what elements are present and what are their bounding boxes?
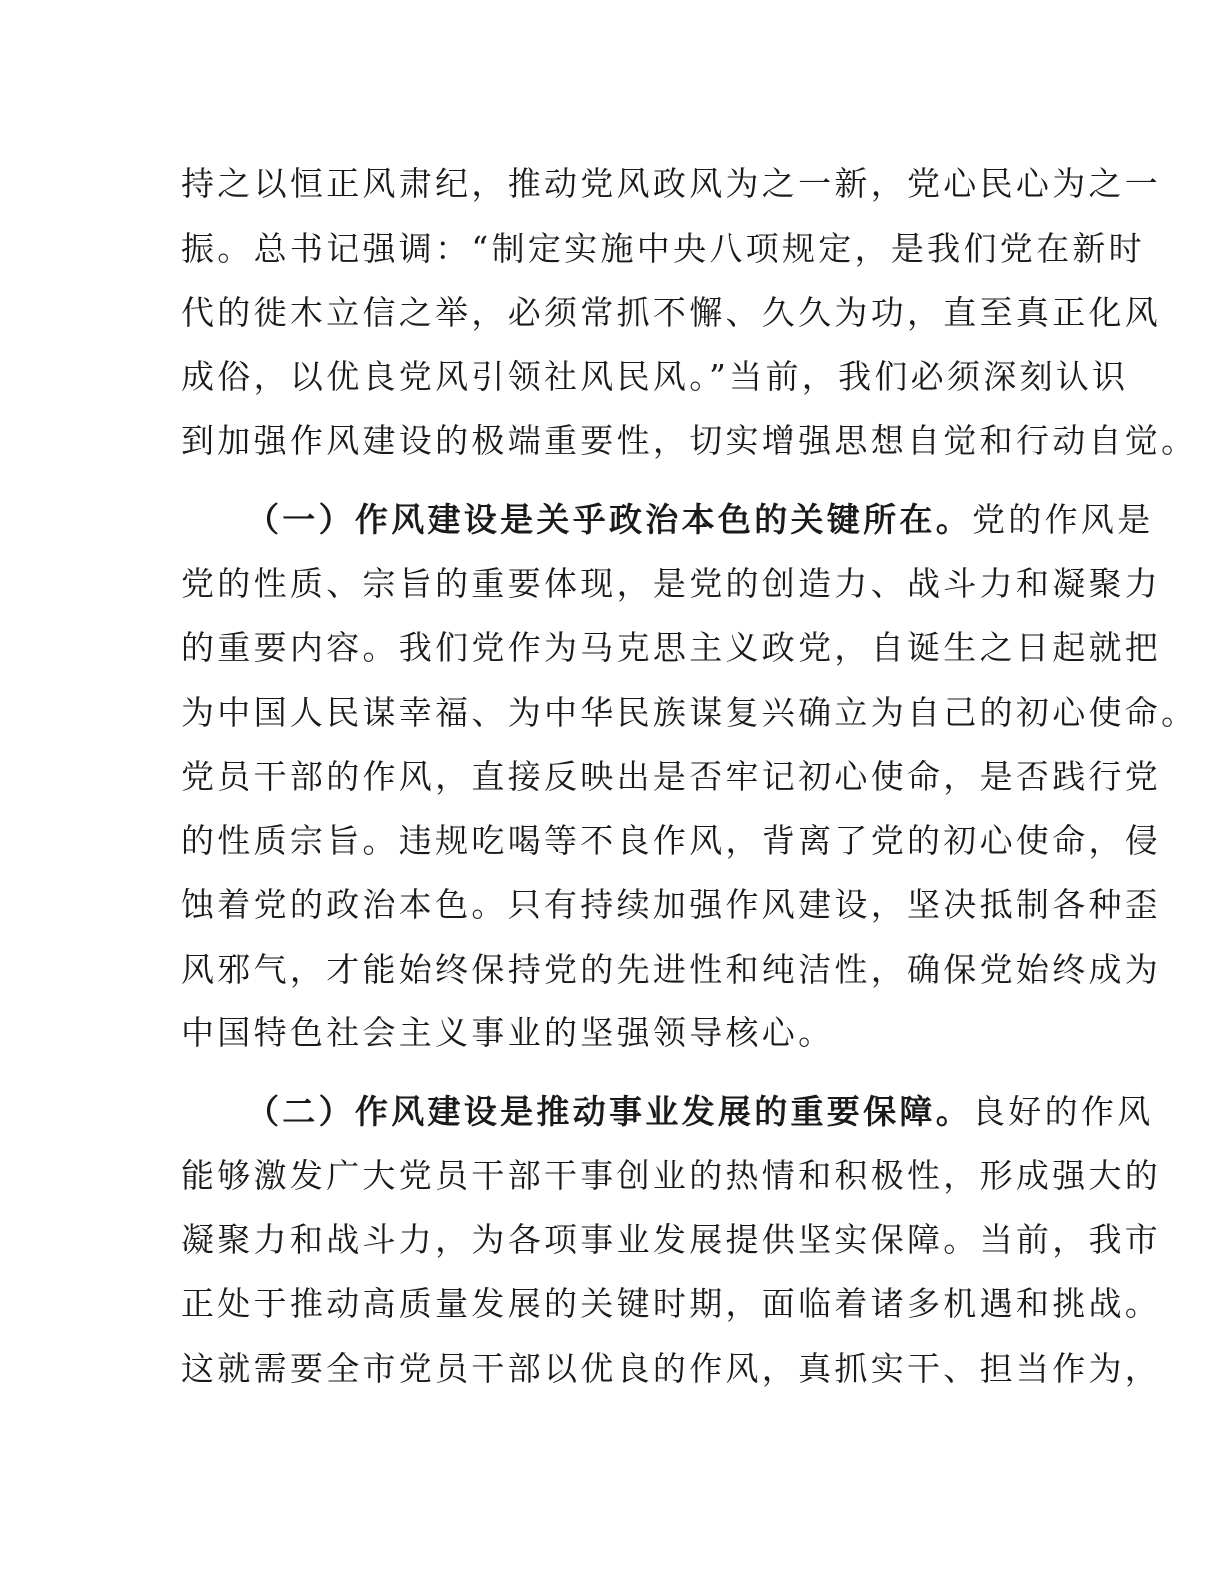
body-text-line: 党员干部的作风，直接反映出是否牢记初心使命，是否践行党	[181, 757, 1162, 796]
body-text-line: 凝聚力和战斗力，为各项事业发展提供坚实保障。当前，我市	[181, 1220, 1162, 1259]
body-text-line: 的性质宗旨。违规吃喝等不良作风，背离了党的初心使命，侵	[181, 821, 1162, 860]
body-text-line: 为中国人民谋幸福、为中华民族谋复兴确立为自己的初心使命。	[181, 693, 1198, 732]
body-text-line: 振。总书记强调：“制定实施中央八项规定，是我们党在新时	[181, 229, 1145, 268]
body-text-line: 持之以恒正风肃纪，推动党风政风为之一新，党心民心为之一	[181, 164, 1162, 203]
body-text-line: 中国特色社会主义事业的坚强领导核心。	[181, 1013, 835, 1052]
body-text-line: 这就需要全市党员干部以优良的作风，真抓实干、担当作为，	[181, 1349, 1162, 1388]
body-text-run: 党的作风是	[972, 500, 1154, 539]
body-text-run: 良好的作风	[972, 1092, 1154, 1131]
section-heading: （二）作风建设是推动事业发展的重要保障。	[246, 1092, 972, 1131]
section-heading-line	[246, 1092, 1154, 1132]
body-text-line: 能够激发广大党员干部干事创业的热情和积极性，形成强大的	[181, 1156, 1162, 1195]
section-heading: （一）作风建设是关乎政治本色的关键所在。	[246, 500, 972, 539]
body-text-line: 蚀着党的政治本色。只有持续加强作风建设，坚决抵制各种歪	[181, 885, 1162, 924]
body-text-line: 代的徙木立信之举，必须常抓不懈、久久为功，直至真正化风	[181, 293, 1162, 332]
body-text-line: 成俗，以优良党风引领社风民风。”当前，我们必须深刻认识	[181, 357, 1129, 396]
section-heading-line	[246, 500, 1154, 540]
body-text-line: 到加强作风建设的极端重要性，切实增强思想自觉和行动自觉。	[181, 421, 1198, 460]
body-text-line: 党的性质、宗旨的重要体现，是党的创造力、战斗力和凝聚力	[181, 564, 1162, 603]
body-text-line: 正处于推动高质量发展的关键时期，面临着诸多机遇和挑战。	[181, 1284, 1162, 1323]
body-text-line: 的重要内容。我们党作为马克思主义政党，自诞生之日起就把	[181, 628, 1162, 667]
body-text-line: 风邪气，才能始终保持党的先进性和纯洁性，确保党始终成为	[181, 950, 1162, 989]
